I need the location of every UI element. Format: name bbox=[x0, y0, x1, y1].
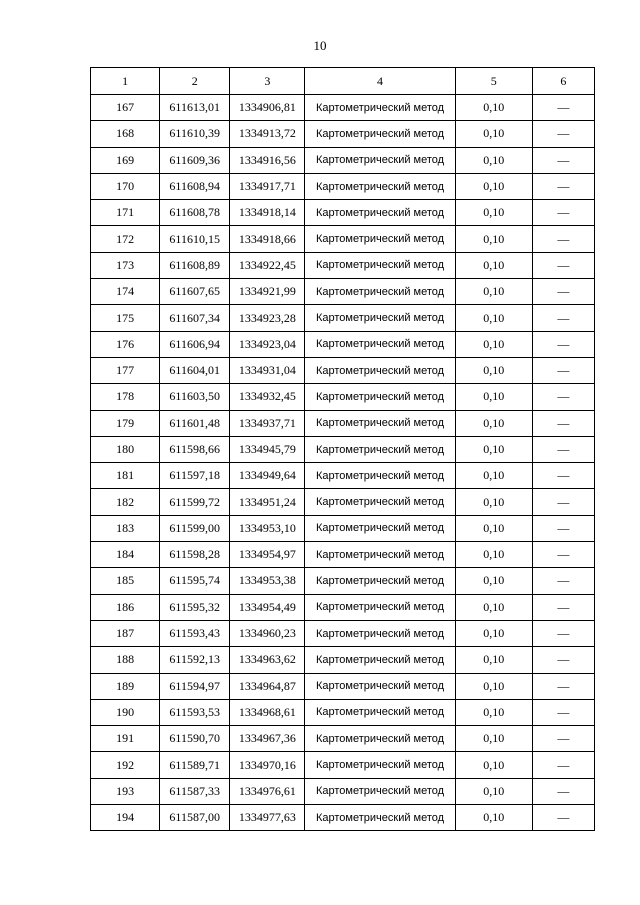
note-cell: — bbox=[532, 620, 594, 646]
table-row bbox=[91, 778, 595, 804]
y-coordinate-cell: 1334931,04 bbox=[230, 357, 305, 383]
y-coordinate-cell: 1334951,24 bbox=[230, 489, 305, 515]
table-row bbox=[91, 594, 595, 620]
note-cell: — bbox=[532, 95, 594, 121]
table-row bbox=[91, 305, 595, 331]
table-row bbox=[91, 200, 595, 226]
point-number-cell: 180 bbox=[91, 436, 160, 462]
table-row bbox=[91, 331, 595, 357]
y-coordinate-cell: 1334953,10 bbox=[230, 515, 305, 541]
x-coordinate-cell: 611608,94 bbox=[160, 173, 230, 199]
y-coordinate-cell: 1334963,62 bbox=[230, 647, 305, 673]
y-coordinate-cell: 1334923,04 bbox=[230, 331, 305, 357]
point-number-cell: 183 bbox=[91, 515, 160, 541]
point-number-cell: 194 bbox=[91, 805, 160, 831]
x-coordinate-cell: 611599,72 bbox=[160, 489, 230, 515]
point-number-cell: 175 bbox=[91, 305, 160, 331]
x-coordinate-cell: 611594,97 bbox=[160, 673, 230, 699]
note-cell: — bbox=[532, 226, 594, 252]
point-number-cell: 187 bbox=[91, 620, 160, 646]
method-cell: Картометрический метод bbox=[305, 620, 455, 646]
header-cell: 1 bbox=[91, 68, 160, 95]
point-number-cell: 176 bbox=[91, 331, 160, 357]
point-number-cell: 177 bbox=[91, 357, 160, 383]
x-coordinate-cell: 611603,50 bbox=[160, 384, 230, 410]
note-cell: — bbox=[532, 384, 594, 410]
accuracy-cell: 0,10 bbox=[455, 673, 532, 699]
accuracy-cell: 0,10 bbox=[455, 200, 532, 226]
x-coordinate-cell: 611595,74 bbox=[160, 568, 230, 594]
accuracy-cell: 0,10 bbox=[455, 752, 532, 778]
y-coordinate-cell: 1334937,71 bbox=[230, 410, 305, 436]
method-cell: Картометрический метод bbox=[305, 436, 455, 462]
note-cell: — bbox=[532, 673, 594, 699]
header-cell: 2 bbox=[160, 68, 230, 95]
method-cell: Картометрический метод bbox=[305, 752, 455, 778]
note-cell: — bbox=[532, 463, 594, 489]
x-coordinate-cell: 611599,00 bbox=[160, 515, 230, 541]
x-coordinate-cell: 611613,01 bbox=[160, 95, 230, 121]
method-cell: Картометрический метод bbox=[305, 778, 455, 804]
accuracy-cell: 0,10 bbox=[455, 95, 532, 121]
x-coordinate-cell: 611598,66 bbox=[160, 436, 230, 462]
point-number-cell: 167 bbox=[91, 95, 160, 121]
x-coordinate-cell: 611601,48 bbox=[160, 410, 230, 436]
note-cell: — bbox=[532, 331, 594, 357]
header-cell: 4 bbox=[305, 68, 455, 95]
table-row bbox=[91, 357, 595, 383]
x-coordinate-cell: 611608,89 bbox=[160, 252, 230, 278]
table-row bbox=[91, 726, 595, 752]
accuracy-cell: 0,10 bbox=[455, 147, 532, 173]
method-cell: Картометрический метод bbox=[305, 542, 455, 568]
y-coordinate-cell: 1334906,81 bbox=[230, 95, 305, 121]
y-coordinate-cell: 1334953,38 bbox=[230, 568, 305, 594]
y-coordinate-cell: 1334949,64 bbox=[230, 463, 305, 489]
note-cell: — bbox=[532, 699, 594, 725]
note-cell: — bbox=[532, 778, 594, 804]
point-number-cell: 191 bbox=[91, 726, 160, 752]
y-coordinate-cell: 1334976,61 bbox=[230, 778, 305, 804]
method-cell: Картометрический метод bbox=[305, 673, 455, 699]
x-coordinate-cell: 611606,94 bbox=[160, 331, 230, 357]
accuracy-cell: 0,10 bbox=[455, 305, 532, 331]
table-body bbox=[91, 95, 595, 831]
point-number-cell: 181 bbox=[91, 463, 160, 489]
table-row bbox=[91, 647, 595, 673]
table-row bbox=[91, 173, 595, 199]
table-row bbox=[91, 436, 595, 462]
y-coordinate-cell: 1334916,56 bbox=[230, 147, 305, 173]
x-coordinate-cell: 611610,15 bbox=[160, 226, 230, 252]
accuracy-cell: 0,10 bbox=[455, 542, 532, 568]
x-coordinate-cell: 611587,33 bbox=[160, 778, 230, 804]
accuracy-cell: 0,10 bbox=[455, 805, 532, 831]
x-coordinate-cell: 611590,70 bbox=[160, 726, 230, 752]
table-row bbox=[91, 805, 595, 831]
note-cell: — bbox=[532, 752, 594, 778]
table-row bbox=[91, 252, 595, 278]
note-cell: — bbox=[532, 647, 594, 673]
method-cell: Картометрический метод bbox=[305, 568, 455, 594]
method-cell: Картометрический метод bbox=[305, 647, 455, 673]
point-number-cell: 174 bbox=[91, 279, 160, 305]
x-coordinate-cell: 611607,34 bbox=[160, 305, 230, 331]
method-cell: Картометрический метод bbox=[305, 226, 455, 252]
accuracy-cell: 0,10 bbox=[455, 279, 532, 305]
accuracy-cell: 0,10 bbox=[455, 173, 532, 199]
accuracy-cell: 0,10 bbox=[455, 568, 532, 594]
method-cell: Картометрический метод bbox=[305, 410, 455, 436]
point-number-cell: 168 bbox=[91, 121, 160, 147]
table-row bbox=[91, 463, 595, 489]
y-coordinate-cell: 1334918,14 bbox=[230, 200, 305, 226]
method-cell: Картометрический метод bbox=[305, 200, 455, 226]
accuracy-cell: 0,10 bbox=[455, 357, 532, 383]
note-cell: — bbox=[532, 305, 594, 331]
note-cell: — bbox=[532, 568, 594, 594]
method-cell: Картометрический метод bbox=[305, 515, 455, 541]
y-coordinate-cell: 1334913,72 bbox=[230, 121, 305, 147]
table-row bbox=[91, 95, 595, 121]
x-coordinate-cell: 611593,53 bbox=[160, 699, 230, 725]
y-coordinate-cell: 1334960,23 bbox=[230, 620, 305, 646]
y-coordinate-cell: 1334954,49 bbox=[230, 594, 305, 620]
method-cell: Картометрический метод bbox=[305, 147, 455, 173]
table-row bbox=[91, 121, 595, 147]
point-number-cell: 192 bbox=[91, 752, 160, 778]
header-cell: 3 bbox=[230, 68, 305, 95]
point-number-cell: 179 bbox=[91, 410, 160, 436]
point-number-cell: 189 bbox=[91, 673, 160, 699]
table-row bbox=[91, 226, 595, 252]
point-number-cell: 182 bbox=[91, 489, 160, 515]
accuracy-cell: 0,10 bbox=[455, 121, 532, 147]
method-cell: Картометрический метод bbox=[305, 252, 455, 278]
point-number-cell: 184 bbox=[91, 542, 160, 568]
accuracy-cell: 0,10 bbox=[455, 594, 532, 620]
accuracy-cell: 0,10 bbox=[455, 726, 532, 752]
accuracy-cell: 0,10 bbox=[455, 699, 532, 725]
point-number-cell: 170 bbox=[91, 173, 160, 199]
accuracy-cell: 0,10 bbox=[455, 647, 532, 673]
method-cell: Картометрический метод bbox=[305, 699, 455, 725]
y-coordinate-cell: 1334921,99 bbox=[230, 279, 305, 305]
accuracy-cell: 0,10 bbox=[455, 436, 532, 462]
table-row bbox=[91, 699, 595, 725]
point-number-cell: 188 bbox=[91, 647, 160, 673]
method-cell: Картометрический метод bbox=[305, 594, 455, 620]
point-number-cell: 173 bbox=[91, 252, 160, 278]
note-cell: — bbox=[532, 410, 594, 436]
accuracy-cell: 0,10 bbox=[455, 778, 532, 804]
x-coordinate-cell: 611598,28 bbox=[160, 542, 230, 568]
y-coordinate-cell: 1334970,16 bbox=[230, 752, 305, 778]
header-cell: 5 bbox=[455, 68, 532, 95]
y-coordinate-cell: 1334968,61 bbox=[230, 699, 305, 725]
table-row bbox=[91, 673, 595, 699]
point-number-cell: 193 bbox=[91, 778, 160, 804]
accuracy-cell: 0,10 bbox=[455, 384, 532, 410]
point-number-cell: 169 bbox=[91, 147, 160, 173]
method-cell: Картометрический метод bbox=[305, 489, 455, 515]
note-cell: — bbox=[532, 357, 594, 383]
page-number: 10 bbox=[313, 38, 327, 53]
note-cell: — bbox=[532, 542, 594, 568]
method-cell: Картометрический метод bbox=[305, 95, 455, 121]
point-number-cell: 172 bbox=[91, 226, 160, 252]
x-coordinate-cell: 611589,71 bbox=[160, 752, 230, 778]
table-row bbox=[91, 752, 595, 778]
coordinates-table bbox=[90, 67, 595, 831]
point-number-cell: 178 bbox=[91, 384, 160, 410]
x-coordinate-cell: 611587,00 bbox=[160, 805, 230, 831]
note-cell: — bbox=[532, 594, 594, 620]
note-cell: — bbox=[532, 489, 594, 515]
method-cell: Картометрический метод bbox=[305, 121, 455, 147]
note-cell: — bbox=[532, 121, 594, 147]
method-cell: Картометрический метод bbox=[305, 173, 455, 199]
table-row bbox=[91, 279, 595, 305]
y-coordinate-cell: 1334917,71 bbox=[230, 173, 305, 199]
x-coordinate-cell: 611592,13 bbox=[160, 647, 230, 673]
point-number-cell: 171 bbox=[91, 200, 160, 226]
note-cell: — bbox=[532, 252, 594, 278]
y-coordinate-cell: 1334964,87 bbox=[230, 673, 305, 699]
point-number-cell: 185 bbox=[91, 568, 160, 594]
method-cell: Картометрический метод bbox=[305, 805, 455, 831]
y-coordinate-cell: 1334922,45 bbox=[230, 252, 305, 278]
note-cell: — bbox=[532, 515, 594, 541]
x-coordinate-cell: 611607,65 bbox=[160, 279, 230, 305]
x-coordinate-cell: 611604,01 bbox=[160, 357, 230, 383]
method-cell: Картометрический метод bbox=[305, 279, 455, 305]
note-cell: — bbox=[532, 436, 594, 462]
x-coordinate-cell: 611593,43 bbox=[160, 620, 230, 646]
note-cell: — bbox=[532, 726, 594, 752]
accuracy-cell: 0,10 bbox=[455, 226, 532, 252]
method-cell: Картометрический метод bbox=[305, 384, 455, 410]
method-cell: Картометрический метод bbox=[305, 357, 455, 383]
note-cell: — bbox=[532, 805, 594, 831]
table-row bbox=[91, 515, 595, 541]
y-coordinate-cell: 1334945,79 bbox=[230, 436, 305, 462]
accuracy-cell: 0,10 bbox=[455, 463, 532, 489]
method-cell: Картометрический метод bbox=[305, 726, 455, 752]
table-row bbox=[91, 489, 595, 515]
table-row bbox=[91, 410, 595, 436]
accuracy-cell: 0,10 bbox=[455, 489, 532, 515]
note-cell: — bbox=[532, 173, 594, 199]
table-row bbox=[91, 568, 595, 594]
accuracy-cell: 0,10 bbox=[455, 515, 532, 541]
note-cell: — bbox=[532, 279, 594, 305]
header-cell: 6 bbox=[532, 68, 594, 95]
method-cell: Картометрический метод bbox=[305, 463, 455, 489]
accuracy-cell: 0,10 bbox=[455, 410, 532, 436]
table-header-row bbox=[91, 68, 595, 95]
table-row bbox=[91, 384, 595, 410]
note-cell: — bbox=[532, 200, 594, 226]
y-coordinate-cell: 1334954,97 bbox=[230, 542, 305, 568]
point-number-cell: 190 bbox=[91, 699, 160, 725]
table-row bbox=[91, 542, 595, 568]
table-row bbox=[91, 620, 595, 646]
x-coordinate-cell: 611597,18 bbox=[160, 463, 230, 489]
x-coordinate-cell: 611608,78 bbox=[160, 200, 230, 226]
y-coordinate-cell: 1334923,28 bbox=[230, 305, 305, 331]
x-coordinate-cell: 611610,39 bbox=[160, 121, 230, 147]
method-cell: Картометрический метод bbox=[305, 305, 455, 331]
x-coordinate-cell: 611609,36 bbox=[160, 147, 230, 173]
y-coordinate-cell: 1334967,36 bbox=[230, 726, 305, 752]
method-cell: Картометрический метод bbox=[305, 331, 455, 357]
point-number-cell: 186 bbox=[91, 594, 160, 620]
y-coordinate-cell: 1334918,66 bbox=[230, 226, 305, 252]
accuracy-cell: 0,10 bbox=[455, 331, 532, 357]
y-coordinate-cell: 1334932,45 bbox=[230, 384, 305, 410]
accuracy-cell: 0,10 bbox=[455, 252, 532, 278]
table-row bbox=[91, 147, 595, 173]
x-coordinate-cell: 611595,32 bbox=[160, 594, 230, 620]
y-coordinate-cell: 1334977,63 bbox=[230, 805, 305, 831]
accuracy-cell: 0,10 bbox=[455, 620, 532, 646]
note-cell: — bbox=[532, 147, 594, 173]
